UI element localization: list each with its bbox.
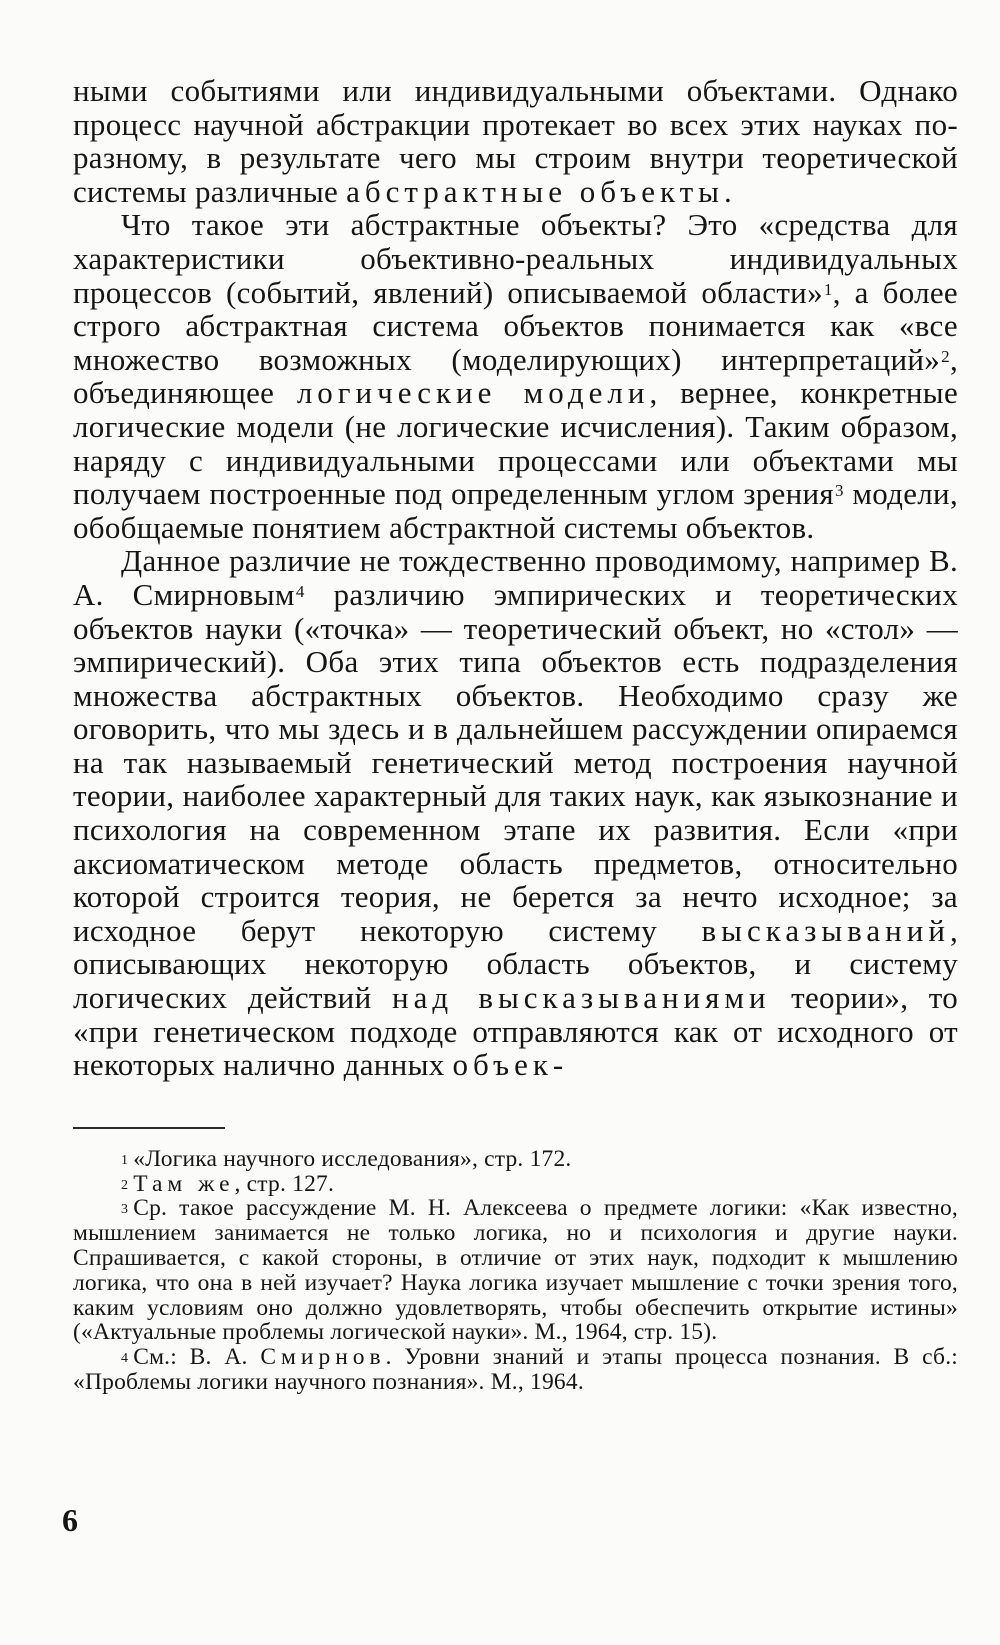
paragraph-2-text-c: , объединяющее: [73, 341, 958, 411]
footnote-2-mark: 2: [121, 1177, 129, 1193]
footnote-4-text-a: См.: В. А.: [133, 1344, 261, 1371]
paragraph-3-text-a: Данное различие не тождественно проводимому, например В. А. Смирновым: [73, 543, 958, 612]
paragraph-1-text-c: .: [724, 173, 733, 209]
paragraph-3-spaced-term-3: объек-: [452, 1047, 569, 1083]
paragraph-1: [73, 74, 958, 208]
page-body: [73, 74, 958, 1395]
page-number: 6: [62, 1502, 78, 1538]
paragraph-3-text-b: различию эмпирических и теоретических объектов науки («точка» — теоретический объект, но «стол» — эмпирический). Оба этих типа объектов есть подразделения множества абстрактных объектов. Необходимо сразу же оговорить, что мы здесь и в дальнейшем рассуждении опираемся на так называемый генетический метод построения научной теории, наиболее характерный для таких наук, как языкознание и психология на современном этапе их развития. Если «при аксиоматическом методе область предметов, относительно которой строится теория, не берется за нечто исходное; за исходное берут некоторую систему: [73, 576, 958, 948]
paragraph-3-spaced-term-1: высказываний: [701, 912, 950, 948]
paragraph-2-text-b: , а более строго абстрактная система объектов понимается как «все множество возможных (моделирующих) интерпретаций»: [73, 274, 958, 377]
paragraph-2-text-f: модели, обобщаемые понятием абстрактной системы объектов.: [73, 476, 958, 545]
paragraph-2: [73, 208, 958, 544]
footnote-3-mark: 3: [121, 1202, 129, 1218]
footnote-2: [73, 1172, 958, 1197]
paragraph-2-text-a: Что такое эти абстрактные объекты? Это «средства для характеристики объективно-реальных индивидуальных процессов (событий, явлений) описываемой области»: [73, 207, 958, 310]
footnote-ref-1: 1: [823, 279, 833, 299]
footnote-ref-2: 2: [941, 346, 950, 366]
footnote-1-mark: 1: [121, 1152, 129, 1168]
paragraph-3-spaced-term-2: над высказываниями: [391, 980, 771, 1016]
paragraph-3-text-d: , описывающих некоторую область объектов, и систему логических действий: [73, 912, 958, 1016]
footnote-ref-4: 4: [295, 581, 305, 601]
paragraph-3: [73, 544, 958, 1082]
footnote-3-text: Ср. такое рассуждение М. Н. Алексеева о предмете логики: «Как известно, мышлением занимается не только логика, но и психология и другие науки. Спрашивается, с какой стороны, в отличие от этих наук, подходит к мышлению логика, что она в ней изучает? Наука логика изучает мышление с точки зрения того, каким условиям оно должно удовлетворять, чтобы обеспечить открытие истины» («Актуальные проблемы логической науки». М., 1964, стр. 15).: [73, 1195, 958, 1346]
paragraph-2-text-e: , вернее, конкретные логические модели (не логические исчисления). Таким образом, наряду с индивидуальными процессами или объектами мы получаем построенные под определенным углом зрения: [73, 375, 958, 512]
footnote-divider: [73, 1127, 225, 1129]
footnote-2-spaced: Там же: [133, 1170, 235, 1197]
paragraph-3-text-f: теории», то «при генетическом подходе отправляются как от исходного от некоторых налично данных: [73, 980, 959, 1083]
footnote-4-spaced: Смирнов: [260, 1344, 386, 1371]
paragraph-2-spaced-term: логические модели: [296, 375, 650, 411]
footnote-4-mark: 4: [121, 1351, 129, 1367]
footnote-1-text: «Логика научного исследования», стр. 172.: [133, 1145, 572, 1172]
footnote-4-text-b: . Уровни знаний и этапы процесса познания. В сб.: «Проблемы логики научного познания». М., 1964.: [73, 1344, 958, 1395]
footnote-3: [73, 1196, 958, 1345]
footnote-4: [73, 1345, 958, 1395]
paragraph-1-text-a: ными событиями или индивидуальными объектами. Однако процесс научной абстракции протекает во всех этих науках по-разному, в результате чего мы строим внутри теоретической системы различные: [73, 73, 958, 209]
footnote-2-text: , стр. 127.: [234, 1170, 335, 1197]
footnote-1: [73, 1147, 958, 1172]
paragraph-1-spaced-term: абстрактные объекты: [346, 173, 725, 209]
footnote-ref-3: 3: [834, 481, 844, 501]
